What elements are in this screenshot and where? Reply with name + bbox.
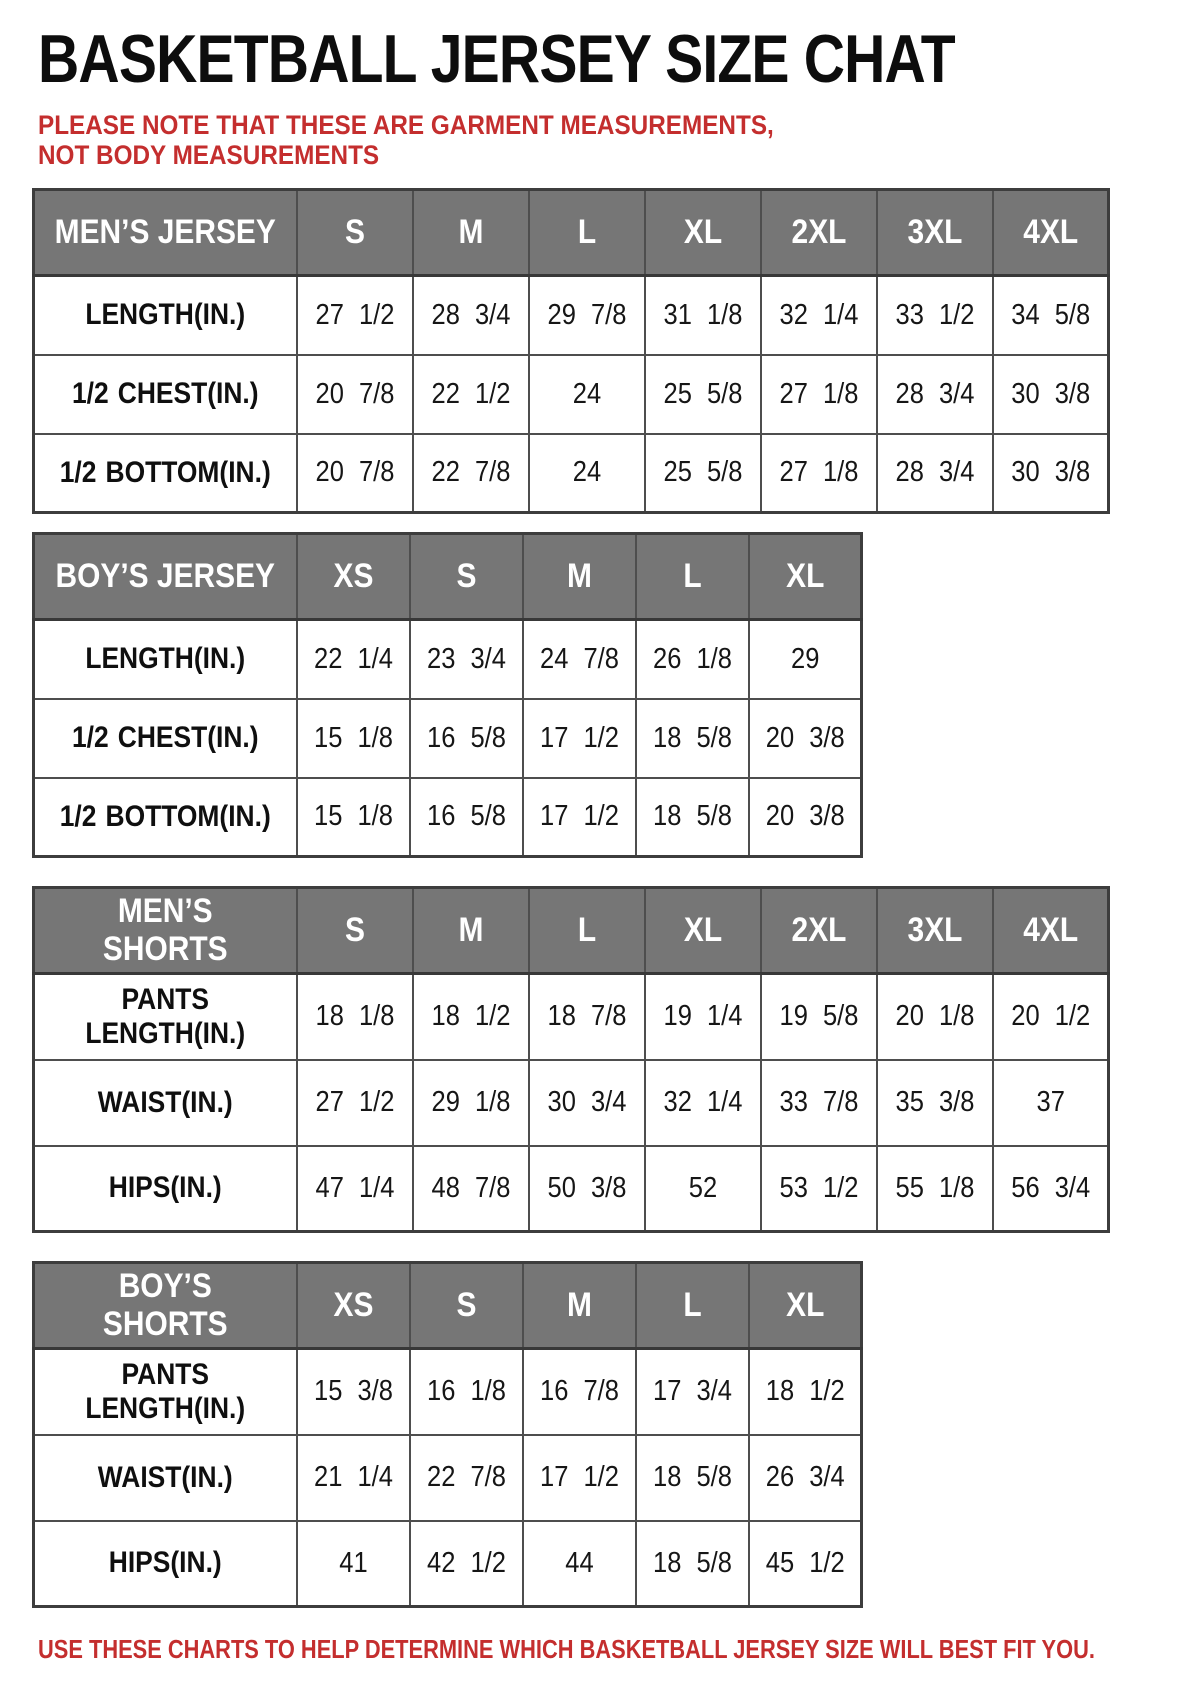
boys-jersey-row-1-value-xl-text: 20 3/8 <box>765 721 845 754</box>
mens-shorts-row-0-label-text: PANTS LENGTH(IN.) <box>85 983 246 1050</box>
boys-shorts-row-1-value-m <box>523 1435 636 1521</box>
mens-jersey-size-col-3xl-text: 3XL <box>907 213 962 252</box>
boys-shorts-row-2 <box>34 1521 862 1607</box>
boys-shorts-size-col-xl <box>749 1263 862 1349</box>
boys-jersey-row-2-value-s <box>410 778 523 857</box>
mens-jersey-header-row <box>34 190 1109 276</box>
page-title-text: BASKETBALL JERSEY SIZE CHAT <box>38 21 955 97</box>
mens-shorts-row-2-value-m <box>413 1146 529 1232</box>
mens-jersey-row-1-label-text: 1/2 CHEST(IN.) <box>71 377 259 411</box>
mens-jersey-row-0-value-m-text: 28 3/4 <box>431 298 510 331</box>
boys-shorts-row-0-value-xs <box>297 1349 410 1435</box>
mens-jersey-size-col-2xl <box>761 190 877 276</box>
mens-jersey-row-2-value-4xl-text: 30 3/8 <box>1010 456 1090 489</box>
boys-shorts-row-2-label-text: HIPS(IN.) <box>108 1546 222 1580</box>
boys-shorts-header-row <box>34 1263 862 1349</box>
boys-jersey-size-col-l-text: L <box>682 557 702 596</box>
mens-shorts-row-2-value-3xl-text: 55 1/8 <box>895 1171 974 1204</box>
mens-shorts-row-0-value-l-text: 18 7/8 <box>547 1000 626 1033</box>
boys-jersey-row-1-value-m <box>523 699 636 778</box>
mens-shorts-row-2-label-text: HIPS(IN.) <box>108 1171 222 1205</box>
mens-shorts-row-1-value-s <box>297 1060 413 1146</box>
mens-shorts-row-0-value-s-text: 18 1/8 <box>315 1000 394 1033</box>
boys-jersey-row-0-value-xs <box>297 620 410 699</box>
mens-shorts-size-col-4xl <box>993 888 1109 974</box>
mens-shorts-row-0 <box>34 974 1109 1060</box>
mens-shorts-row-1-value-l-text: 30 3/4 <box>547 1086 626 1119</box>
mens-shorts-size-col-3xl <box>877 888 993 974</box>
boys-shorts-header-label <box>34 1263 297 1349</box>
mens-shorts-row-0-value-l <box>529 974 645 1060</box>
mens-shorts-row-1-value-3xl-text: 35 3/8 <box>895 1086 974 1119</box>
boys-jersey-row-2 <box>34 778 862 857</box>
mens-shorts-row-0-value-xl <box>645 974 761 1060</box>
boys-shorts-row-1 <box>34 1435 862 1521</box>
mens-jersey-header-label-text: MEN’S JERSEY <box>54 213 276 252</box>
boys-shorts-row-0 <box>34 1349 862 1435</box>
boys-jersey-row-0-label <box>34 620 297 699</box>
boys-shorts-header-label-text: BOY’S SHORTS <box>102 1267 228 1344</box>
boys-jersey-row-1-value-l-text: 18 5/8 <box>652 721 732 754</box>
mens-shorts-header-row <box>34 888 1109 974</box>
mens-jersey-row-2-value-m-text: 22 7/8 <box>431 456 510 489</box>
mens-jersey-header-label <box>34 190 297 276</box>
boys-jersey-row-0-value-xs-text: 22 1/4 <box>313 642 393 675</box>
boys-jersey-row-1 <box>34 699 862 778</box>
mens-jersey-size-table-host <box>32 188 1200 514</box>
mens-shorts-size-col-l-text: L <box>577 911 596 950</box>
mens-shorts-row-1-value-s-text: 27 1/2 <box>315 1086 394 1119</box>
boys-jersey-row-2-value-xl <box>749 778 862 857</box>
mens-shorts-row-2-value-l <box>529 1146 645 1232</box>
mens-jersey-row-0-value-l <box>529 276 645 355</box>
boys-shorts-row-1-label <box>34 1435 297 1521</box>
mens-jersey-row-2-value-xl <box>645 434 761 513</box>
boys-shorts-size-col-xs-text: XS <box>333 1286 373 1325</box>
fit-advice-note <box>38 1634 1200 1665</box>
mens-jersey-row-2-label <box>34 434 297 513</box>
boys-shorts-row-0-value-xl <box>749 1349 862 1435</box>
boys-shorts-row-1-value-m-text: 17 1/2 <box>539 1461 619 1494</box>
mens-shorts-row-0-value-s <box>297 974 413 1060</box>
mens-jersey-size-col-2xl-text: 2XL <box>791 213 846 252</box>
mens-shorts-row-1-value-4xl-text: 37 <box>1036 1086 1065 1119</box>
mens-jersey-row-2-value-m <box>413 434 529 513</box>
mens-shorts-row-1 <box>34 1060 1109 1146</box>
mens-jersey-row-2-value-2xl-text: 27 1/8 <box>779 456 858 489</box>
mens-jersey-row-1-value-3xl-text: 28 3/4 <box>895 377 974 410</box>
boys-jersey-size-col-m <box>523 534 636 620</box>
boys-shorts-row-2-value-xs-text: 41 <box>338 1546 368 1579</box>
mens-jersey-row-0-value-xl-text: 31 1/8 <box>663 298 742 331</box>
mens-jersey-row-2-value-l <box>529 434 645 513</box>
mens-jersey-size-col-m-text: M <box>458 213 483 252</box>
boys-shorts-size-col-m <box>523 1263 636 1349</box>
mens-jersey-row-0-value-2xl <box>761 276 877 355</box>
mens-shorts-row-1-value-3xl <box>877 1060 993 1146</box>
mens-jersey-size-col-4xl <box>993 190 1109 276</box>
boys-jersey-row-1-value-s <box>410 699 523 778</box>
mens-jersey-row-1-value-xl <box>645 355 761 434</box>
boys-jersey-row-2-label <box>34 778 297 857</box>
boys-jersey-row-2-label-text: 1/2 BOTTOM(IN.) <box>59 799 271 833</box>
mens-shorts-row-1-value-xl-text: 32 1/4 <box>663 1086 742 1119</box>
mens-jersey-row-2-value-3xl <box>877 434 993 513</box>
garment-measurement-note <box>38 110 888 172</box>
mens-shorts-size-col-s <box>297 888 413 974</box>
mens-jersey-row-2-value-2xl <box>761 434 877 513</box>
boys-shorts-row-0-value-xl-text: 18 1/2 <box>765 1375 845 1408</box>
mens-jersey-size-col-l-text: L <box>577 213 596 252</box>
boys-jersey-row-2-value-m-text: 17 1/2 <box>539 800 619 833</box>
boys-jersey-row-0-value-l-text: 26 1/8 <box>652 642 732 675</box>
mens-jersey-size-col-4xl-text: 4XL <box>1022 213 1078 252</box>
boys-jersey-row-0-value-s <box>410 620 523 699</box>
mens-jersey-row-2-value-s <box>297 434 413 513</box>
boys-jersey-size-col-xl-text: XL <box>785 557 824 596</box>
mens-shorts-size-col-s-text: S <box>344 911 365 950</box>
mens-shorts-row-0-value-4xl <box>993 974 1109 1060</box>
boys-jersey-row-1-value-l <box>636 699 749 778</box>
mens-shorts-row-2-value-4xl-text: 56 3/4 <box>1010 1171 1090 1204</box>
mens-jersey-row-2-value-xl-text: 25 5/8 <box>663 456 742 489</box>
mens-shorts-row-1-value-xl <box>645 1060 761 1146</box>
boys-jersey-row-2-value-xl-text: 20 3/8 <box>765 800 845 833</box>
mens-jersey-row-0-value-4xl-text: 34 5/8 <box>1010 298 1090 331</box>
boys-shorts-row-0-value-m <box>523 1349 636 1435</box>
mens-shorts-table <box>32 886 1110 1233</box>
boys-jersey-header-label <box>34 534 297 620</box>
mens-jersey-table <box>32 188 1110 514</box>
boys-shorts-size-table-host <box>32 1261 1200 1608</box>
boys-shorts-row-1-value-xl-text: 26 3/4 <box>765 1461 845 1494</box>
mens-shorts-row-0-value-m-text: 18 1/2 <box>431 1000 510 1033</box>
mens-shorts-row-2-value-xl-text: 52 <box>688 1171 717 1204</box>
boys-jersey-size-col-m-text: M <box>566 557 592 596</box>
mens-jersey-size-col-xl <box>645 190 761 276</box>
boys-shorts-row-2-value-m-text: 44 <box>564 1546 594 1579</box>
boys-jersey-size-col-l <box>636 534 749 620</box>
mens-jersey-row-2 <box>34 434 1109 513</box>
boys-shorts-row-0-label <box>34 1349 297 1435</box>
mens-jersey-row-0-value-3xl-text: 33 1/2 <box>895 298 974 331</box>
mens-jersey-row-0-value-2xl-text: 32 1/4 <box>779 298 858 331</box>
mens-shorts-row-0-value-3xl <box>877 974 993 1060</box>
boys-jersey-header-row <box>34 534 862 620</box>
boys-shorts-size-col-xl-text: XL <box>785 1286 824 1325</box>
boys-shorts-row-1-value-xs <box>297 1435 410 1521</box>
boys-shorts-row-2-value-s <box>410 1521 523 1607</box>
mens-shorts-row-2-label <box>34 1146 297 1232</box>
boys-shorts-row-0-label-text: PANTS LENGTH(IN.) <box>85 1358 246 1425</box>
mens-jersey-row-0-value-3xl <box>877 276 993 355</box>
mens-jersey-row-2-label-text: 1/2 BOTTOM(IN.) <box>59 455 271 489</box>
mens-jersey-row-0-value-m <box>413 276 529 355</box>
mens-shorts-row-0-label <box>34 974 297 1060</box>
mens-shorts-size-col-xl <box>645 888 761 974</box>
mens-jersey-row-1-label <box>34 355 297 434</box>
boys-jersey-row-0-value-s-text: 23 3/4 <box>426 642 506 675</box>
mens-shorts-size-col-4xl-text: 4XL <box>1022 911 1078 950</box>
mens-shorts-row-0-value-4xl-text: 20 1/2 <box>1010 1000 1090 1033</box>
mens-shorts-row-2-value-2xl-text: 53 1/2 <box>779 1171 858 1204</box>
mens-shorts-header-label-text: MEN’S SHORTS <box>102 892 228 969</box>
mens-jersey-row-1-value-2xl-text: 27 1/8 <box>779 377 858 410</box>
boys-jersey-size-table-host <box>32 532 1200 858</box>
mens-shorts-row-1-value-4xl <box>993 1060 1109 1146</box>
boys-jersey-size-col-xs-text: XS <box>333 557 373 596</box>
boys-jersey-row-1-value-s-text: 16 5/8 <box>426 721 506 754</box>
mens-shorts-row-2-value-xl <box>645 1146 761 1232</box>
boys-jersey-row-2-value-xs-text: 15 1/8 <box>313 800 393 833</box>
boys-shorts-row-1-value-l <box>636 1435 749 1521</box>
mens-shorts-size-col-2xl-text: 2XL <box>791 911 846 950</box>
mens-shorts-row-1-value-m <box>413 1060 529 1146</box>
mens-jersey-row-0-value-xl <box>645 276 761 355</box>
boys-shorts-row-2-label <box>34 1521 297 1607</box>
mens-shorts-row-2-value-s-text: 47 1/4 <box>315 1171 394 1204</box>
boys-jersey-row-0-value-m <box>523 620 636 699</box>
boys-shorts-row-1-value-xs-text: 21 1/4 <box>313 1461 393 1494</box>
mens-shorts-row-0-value-2xl-text: 19 5/8 <box>779 1000 858 1033</box>
mens-jersey-size-col-s <box>297 190 413 276</box>
mens-jersey-row-0-value-4xl <box>993 276 1109 355</box>
mens-jersey-size-col-xl-text: XL <box>683 213 722 252</box>
boys-shorts-row-0-value-l-text: 17 3/4 <box>652 1375 732 1408</box>
mens-shorts-row-1-value-m-text: 29 1/8 <box>431 1086 510 1119</box>
boys-jersey-row-1-label <box>34 699 297 778</box>
boys-shorts-row-1-value-xl <box>749 1435 862 1521</box>
mens-shorts-size-col-m-text: M <box>458 911 483 950</box>
mens-shorts-row-2-value-2xl <box>761 1146 877 1232</box>
mens-jersey-row-1-value-l-text: 24 <box>572 377 601 410</box>
mens-jersey-row-1-value-s-text: 20 7/8 <box>315 377 394 410</box>
mens-jersey-row-2-value-4xl <box>993 434 1109 513</box>
boys-jersey-size-col-xl <box>749 534 862 620</box>
boys-jersey-size-col-s <box>410 534 523 620</box>
boys-shorts-row-1-value-s <box>410 1435 523 1521</box>
mens-jersey-size-col-s-text: S <box>344 213 365 252</box>
mens-jersey-row-1-value-4xl-text: 30 3/8 <box>1010 377 1090 410</box>
mens-jersey-row-0-value-s-text: 27 1/2 <box>315 298 394 331</box>
boys-shorts-row-1-label-text: WAIST(IN.) <box>97 1460 233 1494</box>
mens-shorts-row-1-label <box>34 1060 297 1146</box>
boys-jersey-row-0-value-m-text: 24 7/8 <box>539 642 619 675</box>
mens-shorts-header-label <box>34 888 297 974</box>
garment-measurement-note-text: PLEASE NOTE THAT THESE ARE GARMENT MEASUREMENTS, NOT BODY MEASUREMENTS <box>38 110 774 171</box>
boys-jersey-row-1-label-text: 1/2 CHEST(IN.) <box>71 721 259 755</box>
mens-shorts-row-1-value-l <box>529 1060 645 1146</box>
mens-jersey-row-1-value-l <box>529 355 645 434</box>
mens-shorts-row-2-value-s <box>297 1146 413 1232</box>
boys-shorts-row-0-value-s-text: 16 1/8 <box>426 1375 506 1408</box>
mens-shorts-row-2-value-l-text: 50 3/8 <box>547 1171 626 1204</box>
boys-jersey-row-1-value-xs-text: 15 1/8 <box>313 721 393 754</box>
page-title <box>38 20 1200 98</box>
boys-jersey-header-label-text: BOY’S JERSEY <box>55 557 275 596</box>
boys-jersey-row-1-value-xl <box>749 699 862 778</box>
mens-jersey-size-col-l <box>529 190 645 276</box>
mens-jersey-row-1-value-3xl <box>877 355 993 434</box>
boys-jersey-row-1-value-xs <box>297 699 410 778</box>
boys-jersey-row-0-value-l <box>636 620 749 699</box>
mens-jersey-row-2-value-l-text: 24 <box>572 456 601 489</box>
boys-jersey-size-col-xs <box>297 534 410 620</box>
boys-shorts-size-col-l <box>636 1263 749 1349</box>
boys-shorts-row-2-value-m <box>523 1521 636 1607</box>
boys-shorts-size-col-s-text: S <box>456 1286 476 1325</box>
mens-shorts-size-col-xl-text: XL <box>683 911 722 950</box>
boys-shorts-row-0-value-l <box>636 1349 749 1435</box>
boys-shorts-row-2-value-xl-text: 45 1/2 <box>765 1546 845 1579</box>
boys-shorts-size-col-l-text: L <box>682 1286 702 1325</box>
mens-jersey-row-2-value-s-text: 20 7/8 <box>315 456 394 489</box>
mens-shorts-row-0-value-xl-text: 19 1/4 <box>663 1000 742 1033</box>
boys-jersey-table <box>32 532 863 858</box>
mens-shorts-row-1-value-2xl-text: 33 7/8 <box>779 1086 858 1119</box>
mens-jersey-row-1-value-xl-text: 25 5/8 <box>663 377 742 410</box>
boys-shorts-size-col-m-text: M <box>566 1286 592 1325</box>
mens-jersey-row-1-value-4xl <box>993 355 1109 434</box>
mens-shorts-row-2-value-m-text: 48 7/8 <box>431 1171 510 1204</box>
boys-jersey-row-0 <box>34 620 862 699</box>
mens-jersey-row-0-value-s <box>297 276 413 355</box>
boys-shorts-row-2-value-s-text: 42 1/2 <box>426 1546 506 1579</box>
mens-jersey-row-1-value-m-text: 22 1/2 <box>431 377 510 410</box>
boys-shorts-row-2-value-xl <box>749 1521 862 1607</box>
boys-jersey-size-col-s-text: S <box>456 557 476 596</box>
boys-jersey-row-0-value-xl-text: 29 <box>790 642 819 675</box>
mens-shorts-row-2-value-3xl <box>877 1146 993 1232</box>
mens-shorts-row-0-value-3xl-text: 20 1/8 <box>895 1000 974 1033</box>
boys-jersey-row-2-value-l-text: 18 5/8 <box>652 800 732 833</box>
mens-jersey-size-col-3xl <box>877 190 993 276</box>
mens-shorts-row-1-label-text: WAIST(IN.) <box>97 1085 233 1119</box>
mens-shorts-size-col-3xl-text: 3XL <box>907 911 962 950</box>
mens-shorts-row-1-value-2xl <box>761 1060 877 1146</box>
mens-jersey-row-0-value-l-text: 29 7/8 <box>547 298 626 331</box>
mens-jersey-row-1 <box>34 355 1109 434</box>
boys-shorts-row-0-value-s <box>410 1349 523 1435</box>
boys-shorts-row-2-value-l <box>636 1521 749 1607</box>
boys-shorts-size-col-xs <box>297 1263 410 1349</box>
mens-shorts-size-table-host <box>32 886 1200 1233</box>
mens-shorts-size-col-m <box>413 888 529 974</box>
mens-jersey-row-1-value-m <box>413 355 529 434</box>
mens-jersey-row-0-label <box>34 276 297 355</box>
boys-shorts-row-0-value-m-text: 16 7/8 <box>539 1375 619 1408</box>
boys-jersey-row-2-value-m <box>523 778 636 857</box>
fit-advice-note-text: USE THESE CHARTS TO HELP DETERMINE WHICH BASKETBALL JERSEY SIZE WILL BEST FIT YOU. <box>38 1634 1095 1665</box>
mens-jersey-row-0-label-text: LENGTH(IN.) <box>85 298 246 332</box>
mens-jersey-size-col-m <box>413 190 529 276</box>
mens-shorts-row-0-value-m <box>413 974 529 1060</box>
boys-jersey-row-0-label-text: LENGTH(IN.) <box>85 642 246 676</box>
boys-shorts-table <box>32 1261 863 1608</box>
boys-shorts-row-1-value-l-text: 18 5/8 <box>652 1461 732 1494</box>
boys-shorts-row-1-value-s-text: 22 7/8 <box>426 1461 506 1494</box>
boys-shorts-row-0-value-xs-text: 15 3/8 <box>313 1375 393 1408</box>
boys-jersey-row-2-value-s-text: 16 5/8 <box>426 800 506 833</box>
boys-shorts-size-col-s <box>410 1263 523 1349</box>
boys-shorts-row-2-value-l-text: 18 5/8 <box>652 1546 732 1579</box>
boys-shorts-row-2-value-xs <box>297 1521 410 1607</box>
mens-jersey-row-0 <box>34 276 1109 355</box>
boys-jersey-row-2-value-xs <box>297 778 410 857</box>
mens-jersey-row-1-value-s <box>297 355 413 434</box>
mens-shorts-size-col-2xl <box>761 888 877 974</box>
mens-shorts-size-col-l <box>529 888 645 974</box>
mens-jersey-row-2-value-3xl-text: 28 3/4 <box>895 456 974 489</box>
boys-jersey-row-0-value-xl <box>749 620 862 699</box>
mens-shorts-row-0-value-2xl <box>761 974 877 1060</box>
mens-shorts-row-2 <box>34 1146 1109 1232</box>
boys-jersey-row-1-value-m-text: 17 1/2 <box>539 721 619 754</box>
mens-jersey-row-1-value-2xl <box>761 355 877 434</box>
mens-shorts-row-2-value-4xl <box>993 1146 1109 1232</box>
boys-jersey-row-2-value-l <box>636 778 749 857</box>
